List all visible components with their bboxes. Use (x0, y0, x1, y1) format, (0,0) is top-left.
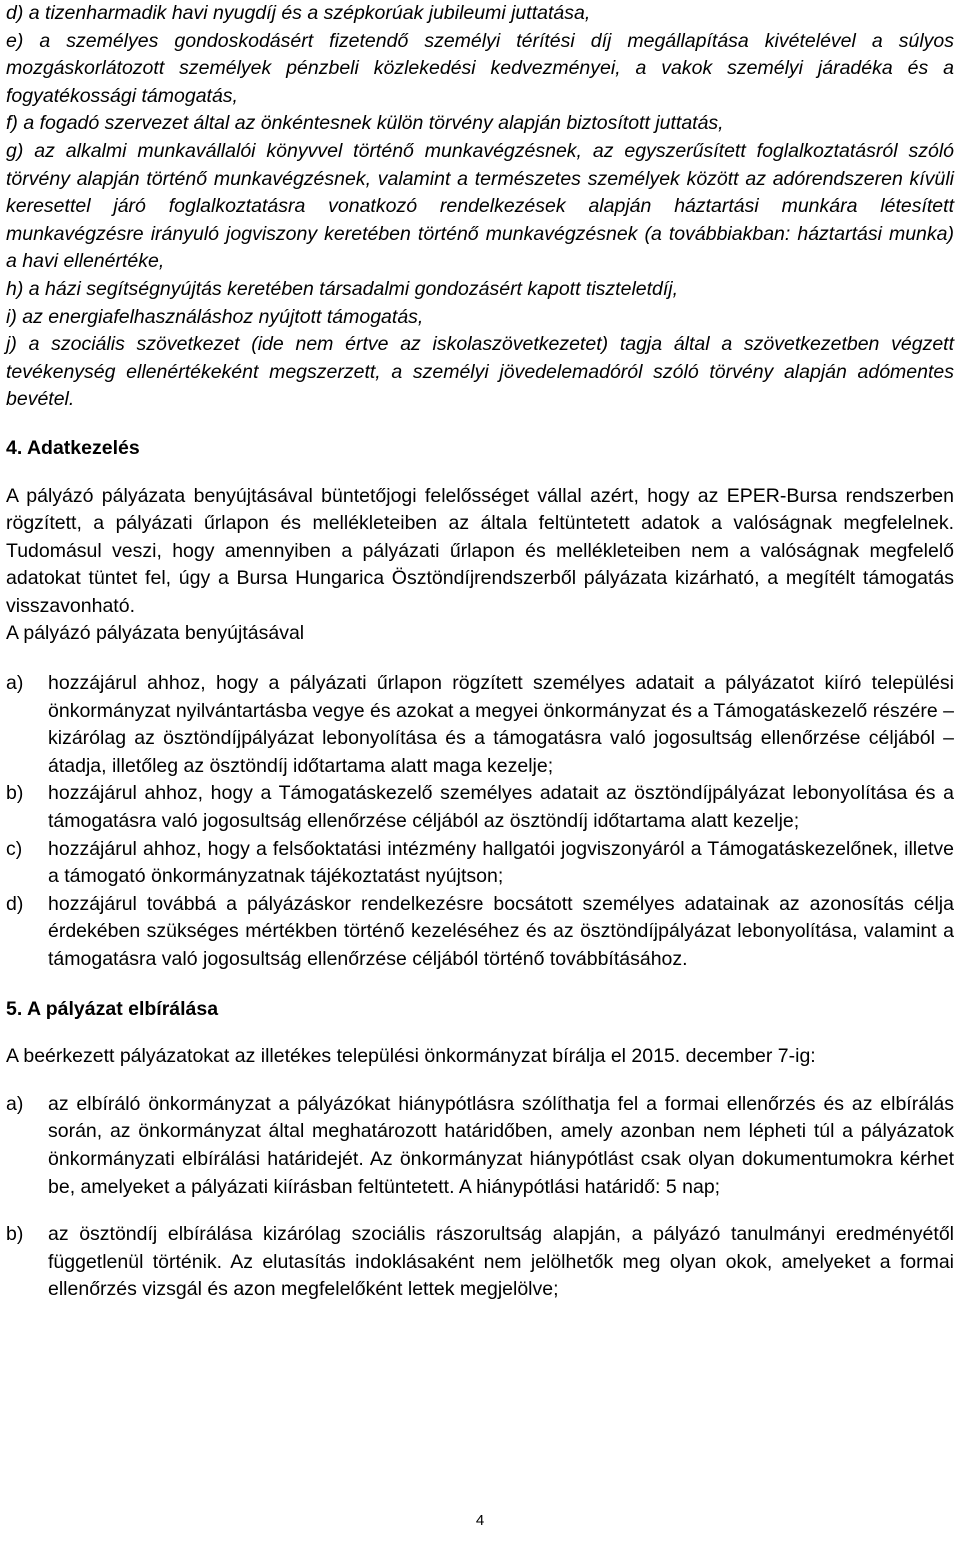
list-item-text: az energiafelhasználáshoz nyújtott támogatás, (22, 305, 424, 328)
evaluation-item-mark: a) (6, 1092, 24, 1115)
list-item-mark: e) (6, 29, 24, 52)
list-item-d (6, 0, 954, 28)
evaluation-list (6, 1091, 954, 1304)
evaluation-item-text: az ösztöndíj elbírálása kizárólag szociális rászorultság alapján, a pályázó tanulmányi eredményétől függetlenül történik. Az elutasítás indoklásaként nem jelölhetők meg olyan okok, amelyeket a formai ellenőrzés vizsgál és azon megfelelőként lettek megjelölve; (48, 1223, 954, 1301)
consent-item-mark: a) (6, 672, 24, 695)
section-5-title: 5. A pályázat elbírálása (6, 997, 219, 1020)
list-item-mark: d) (6, 2, 24, 24)
list-item-e (6, 28, 954, 111)
list-item-mark: f) (6, 112, 18, 135)
list-item-g (6, 138, 954, 276)
list-item-mark: g) (6, 139, 24, 162)
evaluation-item-b (6, 1221, 954, 1304)
consent-item-mark: c) (6, 837, 23, 860)
section-5-paragraph: A beérkezett pályázatokat az illetékes települési önkormányzat bírálja el 2015. december 7-ig: (6, 1045, 816, 1068)
consent-item-text: hozzájárul továbbá a pályázáskor rendelkezésre bocsátott személyes adatainak az azonosítás célja érdekében szükséges mértékben történő kezeléséhez és az ösztöndíjpályázat lebonyolítása, valamint a támogatásra való jogosultság ellenőrzése céljából történő továbbításához. (48, 892, 954, 970)
consent-item-c (6, 836, 954, 891)
list-item-f (6, 110, 954, 138)
list-item-i (6, 304, 954, 332)
evaluation-item-text: az elbíráló önkormányzat a pályázókat hiánypótlásra szólíthatja fel a formai ellenőrzés és az elbírálás során, az önkormányzat által meghatározott határidőben, amely azonban nem lépheti túl a pályázatok önkormányzati elbírálási határidejét. Az önkormányzat hiánypótlást csak olyan dokumentumokra kérhet be, amelyeket a pályázati kiírásban feltüntetett. A hiánypótlási határidő: 5 nap; (48, 1092, 954, 1198)
consent-item-a (6, 670, 954, 780)
consent-item-text: hozzájárul ahhoz, hogy a Támogatáskezelő személyes adatait az ösztöndíjpályázat lebonyolítása és a támogatásra való jogosultság ellenőrzése céljából az ösztöndíj időtartama alatt kezelje; (48, 782, 954, 833)
list-item-text: az alkalmi munkavállalói könyvvel történő munkavégzésnek, az egyszerűsített foglalkoztatásról szóló törvény alapján történő munkavégzésnek, valamint a természetes személyek között az adórendszeren kívüli keresettel járó foglalkoztatásra vonatkozó rendelkezések alapján háztartási munkára létesített munkavégzésre irányuló jogviszony keretében történő munkavégzésnek (a továbbiakban: háztartási munka) a havi ellenértéke, (6, 139, 955, 273)
list-item-text: a szociális szövetkezet (ide nem értve az iskolaszövetkezetet) tagja által a szövetkezetben végzett tevékenység ellenértékeként megszerzett, a személyi jövedelemadóról szóló törvény alapján adómentes bevétel. (6, 333, 954, 411)
list-item-mark: i) (6, 305, 17, 328)
consent-list (6, 670, 954, 974)
list-item-h (6, 276, 954, 304)
section-4-intro: A pályázó pályázata benyújtásával (6, 622, 305, 645)
consent-item-b (6, 780, 954, 835)
consent-item-text: hozzájárul ahhoz, hogy a felsőoktatási intézmény hallgatói jogviszonyáról a Támogatáskezelőnek, illetve a támogató önkormányzatnak tájékoztatást nyújtson; (48, 837, 954, 888)
eligibility-exclusion-list (6, 0, 954, 414)
list-item-text: a fogadó szervezet által az önkéntesnek külön törvény alapján biztosított juttatás, (23, 112, 724, 135)
evaluation-item-mark: b) (6, 1223, 24, 1246)
list-item-j (6, 331, 954, 414)
list-item-text: a házi segítségnyújtás keretében társadalmi gondozásért kapott tiszteletdíj, (28, 277, 679, 300)
consent-item-d (6, 891, 954, 974)
list-item-mark: j) (6, 333, 17, 356)
section-4-paragraph: A pályázó pályázata benyújtásával büntetőjogi felelősséget vállal azért, hogy az EPER-Bursa rendszerben rögzített, a pályázati űrlapon és mellékleteiben az általa feltüntetett adatok a valóságnak megfelelnek. Tudomásul veszi, hogy amennyiben a pályázati űrlapon és mellékleteiben nem a valóságnak megfelelő adatokat tüntet fel, úgy a Bursa Hungarica Ösztöndíjrendszerből pályázata kizárható, a megítélt támogatás visszavonható. (6, 484, 954, 617)
consent-item-text: hozzájárul ahhoz, hogy a pályázati űrlapon rögzített személyes adatait a pályázatot kiíró települési önkormányzat nyilvántartásba vegye és azokat a megyei önkormányzat és a Támogatáskezelő részére – kizárólag az ösztöndíjpályázat lebonyolítása és a támogatásra való jogosultság ellenőrzése céljából – átadja, illetőleg az ösztöndíj időtartama alatt maga kezelje; (48, 672, 954, 777)
list-item-text: a személyes gondoskodásért fizetendő személyi térítési díj megállapítása kivételével a súlyos mozgáskorlátozott személyek pénzbeli közlekedési kedvezményei, a vakok személyi járadéka és a fogyatékossági támogatás, (6, 29, 955, 107)
list-item-mark: h) (6, 277, 24, 300)
consent-item-mark: b) (6, 782, 24, 805)
evaluation-item-a (6, 1091, 954, 1201)
section-data-handling (6, 435, 954, 974)
list-item-text: a tizenharmadik havi nyugdíj és a szépkorúak jubileumi juttatása, (28, 2, 591, 24)
section-evaluation (6, 996, 954, 1304)
page-number: 4 (475, 1512, 485, 1529)
consent-item-mark: d) (6, 892, 24, 915)
section-4-title: 4. Adatkezelés (6, 436, 140, 459)
